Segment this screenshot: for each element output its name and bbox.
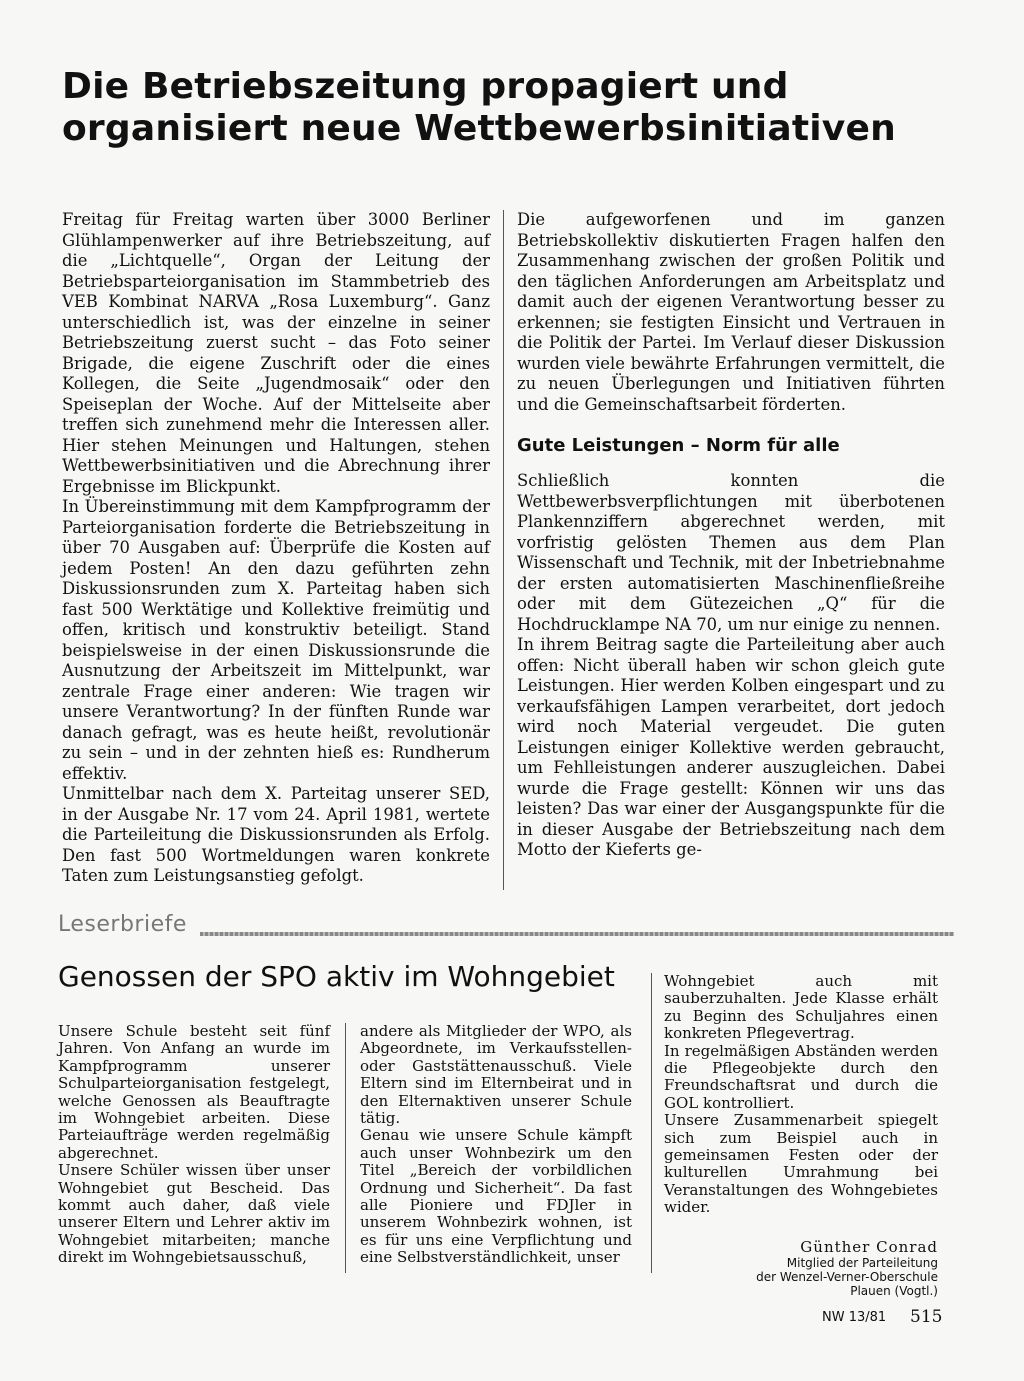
article-headline: Die Betriebszeitung propagiert und organisiert neue Wettbewerbsinitiativen [62, 66, 896, 149]
paragraph: Die aufgeworfenen und im ganzen Betriebskollektiv diskutierten Fragen halfen den Zusammenhang zwischen der großen Politik und den täglichen Anforderungen am Arbeitsplatz und damit auch der eigenen Verantwortung besser zu erkennen; sie festigten Einsicht und Vertrauen in die Politik der Partei. Im Verlauf dieser Diskussion wurden viele bewährte Erfahrungen vermittelt, die zu neuen Überlegungen und Initiativen führten und die Gemeinschaftsarbeit förderten. [517, 210, 945, 414]
letter-column-3 [664, 973, 938, 1298]
column-divider [503, 210, 504, 890]
author-affiliation-line: der Wenzel-Verner-Oberschule [756, 1270, 938, 1285]
rubric-rule [200, 932, 954, 936]
letter-column-1 [58, 1023, 330, 1267]
paragraph: In ihrem Beitrag sagte die Parteileitung aber auch offen: Nicht überall haben wir schon gleich gute Leistungen. Hier werden Kolben eingespart und zu verkaufsfähigen Lampen verarbeitet, dort jedoch wird noch Material vergeudet. Die guten Leistungen einiger Kollektive werden gebraucht, um Fehlleistungen anderer auszugleichen. Dabei wurde die Frage gestellt: Können wir uns das leisten? Das war einer der Ausgangspunkte für die in dieser Ausgabe der Betriebszeitung nach dem Motto der Kieferts ge- [517, 635, 945, 859]
letter-column-2 [360, 1023, 632, 1267]
article-column-2 [517, 210, 945, 861]
column-divider [651, 973, 652, 1273]
subheading: Gute Leistungen – Norm für alle [517, 435, 840, 456]
column-divider [345, 1023, 346, 1273]
paragraph: In regelmäßigen Abständen werden die Pflegeobjekte durch den Freundschaftsrat und durch die GOL kontrolliert. [664, 1041, 938, 1112]
paragraph: andere als Mitglieder der WPO, als Abgeordnete, im Verkaufsstellen- oder Gaststättenausschuß. Viele Eltern sind im Elternbeirat und in den Elternaktiven unserer Schule tätig. [360, 1022, 632, 1128]
paragraph: Genau wie unsere Schule kämpft auch unser Wohnbezirk um den Titel „Bereich der vorbildlichen Ordnung und Sicherheit“. Da fast alle Pioniere und FDJler in unserem Wohnbezirk wohnen, ist es für uns eine Verpflichtung und eine Selbstverständlichkeit, unser [360, 1126, 632, 1267]
paragraph: Unmittelbar nach dem X. Parteitag unserer SED, in der Ausgabe Nr. 17 vom 24. April 1981, wertete die Parteileitung die Diskussionsrunden als Erfolg. Den fast 500 Wortmeldungen waren konkrete Taten zum Leistungsanstieg gefolgt. [62, 784, 490, 885]
paragraph: Schließlich konnten die Wettbewerbsverpflichtungen mit überbotenen Plankennziffern abgerechnet werden, mit vorfristig gelösten Themen aus dem Plan Wissenschaft und Technik, mit der Inbetriebnahme der ersten automatisierten Maschinenfließreihe oder mit dem Gütezeichen „Q“ für die Hochdrucklampe NA 70, um nur einige zu nennen. [517, 471, 945, 634]
author-affiliation-line: Mitglied der Parteileitung [786, 1256, 938, 1271]
letter-author: Günther Conrad [800, 1237, 938, 1256]
issue-number: NW 13/81 [822, 1310, 887, 1325]
page-number: 515 [910, 1307, 943, 1327]
paragraph: Freitag für Freitag warten über 3000 Berliner Glühlampenwerker auf ihre Betriebszeitung, auf die „Lichtquelle“, Organ der Leitung der Betriebsparteiorganisation im Stammbetrieb des VEB Kombinat NARVA „Rosa Luxemburg“. Ganz unterschiedlich ist, was der einzelne in seiner Betriebszeitung zuerst sucht – das Foto seiner Brigade, die eigene Zuschrift oder die eines Kollegen, die Seite „Jugendmosaik“ oder den Speiseplan der Woche. Auf der Mittelseite aber treffen sich zunehmend mehr die Interessen aller. Hier stehen Meinungen und Haltungen, stehen Wettbewerbsinitiativen und die Abrechnung ihrer Ergebnisse im Blickpunkt. [62, 210, 490, 496]
paragraph: Unsere Schüler wissen über unser Wohngebiet gut Bescheid. Das kommt auch daher, daß viele unserer Eltern und Lehrer aktiv im Wohngebiet mitarbeiten; manche direkt im Wohngebietsausschuß, [58, 1161, 330, 1267]
letter-headline: Genossen der SPO aktiv im Wohngebiet [58, 960, 615, 993]
article-column-1 [62, 210, 490, 887]
paragraph: In Übereinstimmung mit dem Kampfprogramm der Parteiorganisation forderte die Betriebszeitung in über 70 Ausgaben auf: Überprüfe die Kosten auf jedem Posten! An den dazu geführten zehn Diskussionsrunden zum X. Parteitag haben sich fast 500 Werktätige und Kollektive freimütig und offen, kritisch und konstruktiv beteiligt. Stand beispielsweise in der einen Diskussionsrunde die Ausnutzung der Arbeitszeit im Mittelpunkt, war zentrale Frage einer anderen: Wie tragen wir unsere Verantwortung? In der fünften Runde war danach gefragt, was es heute heißt, revolutionär zu sein – und in der zehnten hieß es: Rundherum effektiv. [62, 497, 490, 783]
paragraph: Unsere Zusammenarbeit spiegelt sich zum Beispiel auch in gemeinsamen Festen oder der kulturellen Umrahmung bei Veranstaltungen des Wohngebietes wider. [664, 1111, 938, 1217]
paragraph: Wohngebiet auch mit sauberzuhalten. Jede Klasse erhält zu Beginn des Schuljahres einen konkreten Pflegevertrag. [664, 972, 938, 1043]
section-rubric: Leserbriefe [58, 912, 187, 937]
paragraph: Unsere Schule besteht seit fünf Jahren. Von Anfang an wurde im Kampfprogramm unserer Schulparteiorganisation festgelegt, welche Genossen als Beauftragte im Wohngebiet arbeiten. Diese Parteiaufträge werden regelmäßig abgerechnet. [58, 1022, 330, 1162]
author-affiliation-line: Plauen (Vogtl.) [850, 1284, 938, 1299]
